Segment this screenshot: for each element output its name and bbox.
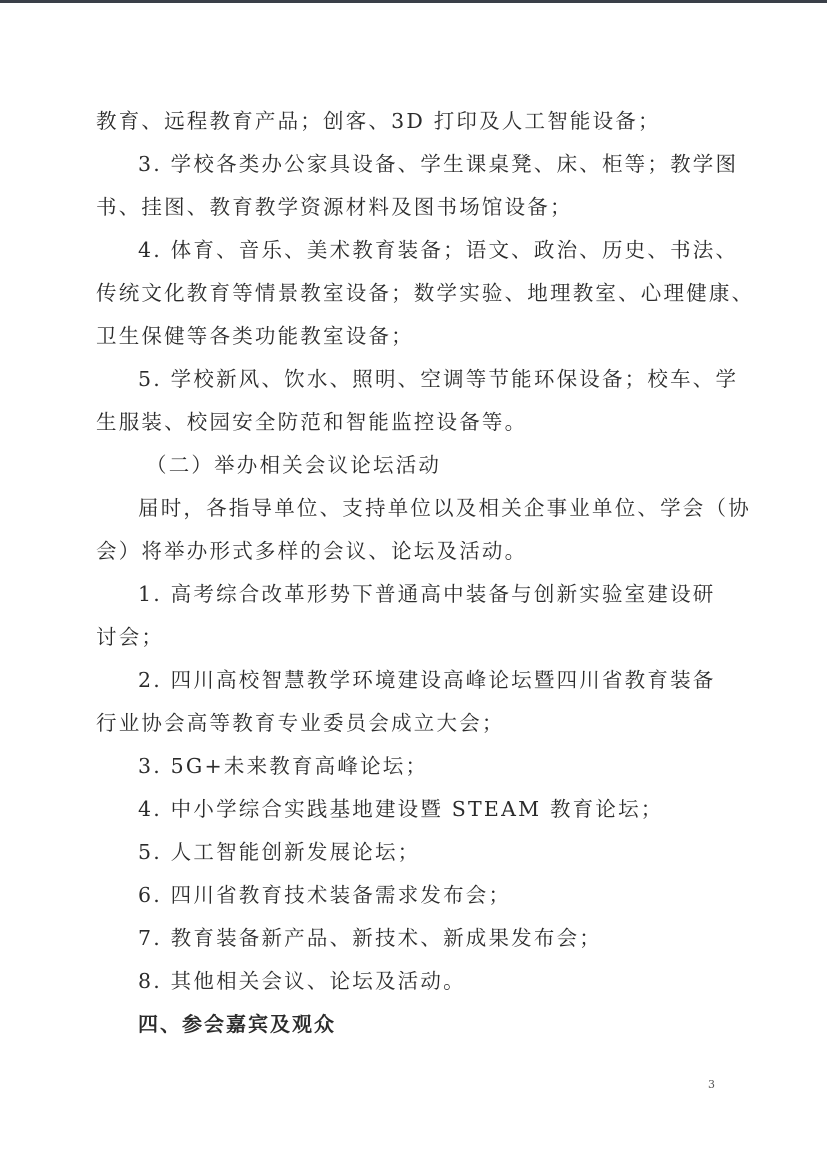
document-body [96, 100, 755, 1046]
paragraph-line: 1. 高考综合改革形势下普通高中装备与创新实验室建设研 [138, 582, 716, 606]
page-number: 3 [708, 1078, 715, 1091]
paragraph-line: 4. 体育、音乐、美术教育装备；语文、政治、历史、书法、 [138, 238, 739, 262]
list-item: 7. 教育装备新产品、新技术、新成果发布会； [138, 926, 602, 950]
list-item: 3. 5G+未来教育高峰论坛； [138, 754, 429, 778]
list-item: 6. 四川省教育技术装备需求发布会； [138, 883, 512, 907]
paragraph-line: 5. 学校新风、饮水、照明、空调等节能环保设备；校车、学 [138, 367, 739, 391]
paragraph-line: 生服装、校园安全防范和智能监控设备等。 [96, 410, 528, 434]
section-subheading: （二）举办相关会议论坛活动 [146, 453, 442, 477]
paragraph-line: 讨会； [96, 625, 165, 649]
paragraph-line: 书、挂图、教育教学资源材料及图书场馆设备； [96, 195, 573, 219]
paragraph-line: 传统文化教育等情景教室设备；数学实验、地理教室、心理健康、 [96, 281, 755, 305]
paragraph-line: 卫生保健等各类功能教室设备； [96, 324, 414, 348]
paragraph-line: 行业协会高等教育专业委员会成立大会； [96, 711, 505, 735]
list-item: 4. 中小学综合实践基地建设暨 STEAM 教育论坛； [138, 797, 664, 821]
paragraph-line: 会）将举办形式多样的会议、论坛及活动。 [96, 539, 528, 563]
paragraph-line: 教育、远程教育产品；创客、3D 打印及人工智能设备； [96, 109, 661, 133]
list-item: 5. 人工智能创新发展论坛； [138, 840, 421, 864]
top-edge-rule [0, 0, 827, 3]
paragraph-line: 3. 学校各类办公家具设备、学生课桌凳、床、柜等；教学图 [138, 152, 739, 176]
paragraph-line: 届时，各指导单位、支持单位以及相关企事业单位、学会（协 [138, 496, 751, 520]
section-heading: 四、参会嘉宾及观众 [138, 1012, 336, 1036]
list-item: 8. 其他相关会议、论坛及活动。 [138, 969, 466, 993]
paragraph-line: 2. 四川高校智慧教学环境建设高峰论坛暨四川省教育装备 [138, 668, 716, 692]
